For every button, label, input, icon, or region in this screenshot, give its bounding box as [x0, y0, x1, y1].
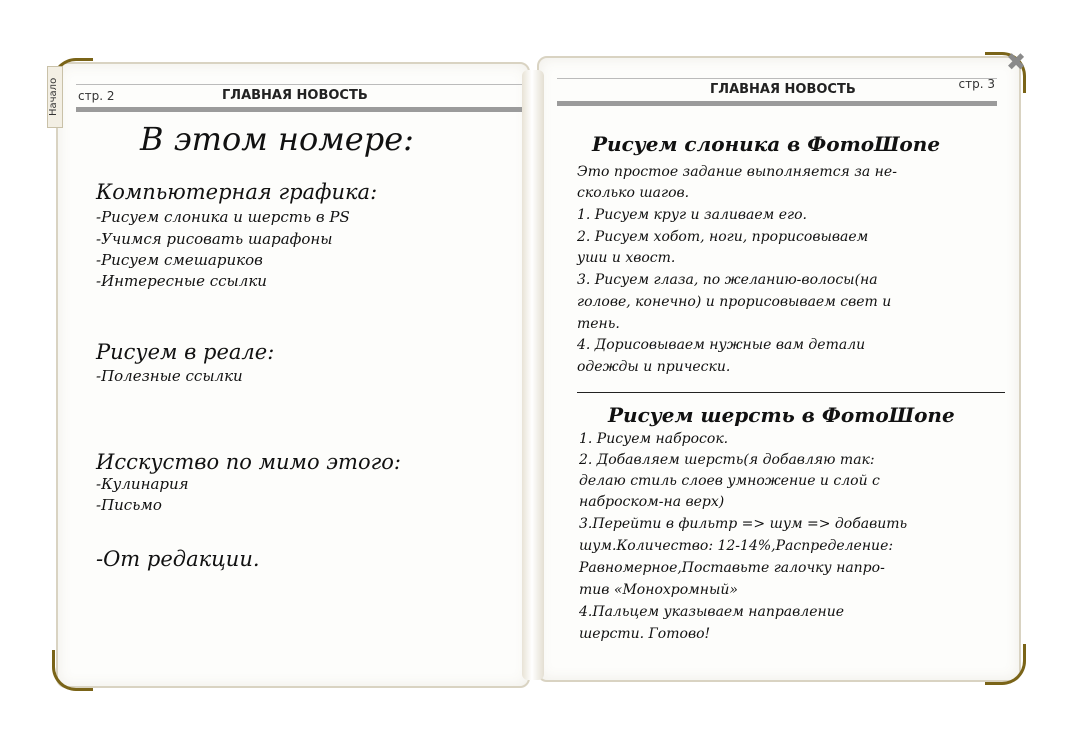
article-line: 1. Рисуем круг и заливаем его.: [577, 207, 807, 223]
article-line: 2. Рисуем хобот, ноги, прорисовываем: [577, 229, 869, 245]
book-spine: [522, 70, 544, 680]
article-line: тень.: [577, 316, 620, 332]
list-item: -Рисуем смешариков: [96, 251, 263, 269]
section-heading: Исскуство по мимо этого:: [96, 450, 401, 474]
list-item: -Интересные ссылки: [96, 272, 267, 290]
article-line: шерсти. Готово!: [579, 626, 711, 642]
corner-ornament-icon: [985, 644, 1026, 685]
article-line: наброском-на верх): [579, 494, 725, 510]
page-title: В этом номере:: [140, 120, 414, 158]
page-number: стр. 3: [958, 77, 995, 91]
list-item: -Учимся рисовать шарафоны: [96, 230, 333, 248]
article-line: 4. Дорисовываем нужные вам детали: [577, 337, 866, 353]
article-line: Это простое задание выполняется за не-: [577, 164, 897, 180]
list-item: -Письмо: [96, 496, 162, 514]
list-item: -Полезные ссылки: [96, 367, 243, 385]
section-heading: -От редакции.: [96, 547, 260, 571]
article-line: 1. Рисуем набросок.: [579, 431, 729, 447]
article-line: сколько шагов.: [577, 185, 690, 201]
list-item: -Рисуем слоника и шерсть в PS: [96, 208, 350, 226]
article-line: 3.Перейти в фильтр => шум => добавить: [579, 516, 908, 532]
page-number: стр. 2: [78, 89, 115, 103]
article-line: Равномерное,Поставьте галочку напро-: [579, 560, 885, 576]
list-item: -Кулинария: [96, 475, 189, 493]
article-line: 3. Рисуем глаза, по желанию-волосы(на: [577, 272, 878, 288]
article-line: 4.Пальцем указываем направление: [579, 604, 845, 620]
section-heading: Рисуем в реале:: [96, 340, 275, 364]
article-line: одежды и прически.: [577, 359, 731, 375]
section-heading: Компьютерная графика:: [96, 180, 378, 204]
article-line: тив «Монохромный»: [579, 582, 738, 598]
article-line: уши и хвост.: [577, 250, 676, 266]
article-line: голове, конечно) и прорисовываем свет и: [577, 294, 892, 310]
left-page-header: [76, 84, 522, 112]
right-page-header: [557, 78, 997, 106]
article-line: 2. Добавляем шерсть(я добавляю так:: [579, 452, 875, 468]
close-icon[interactable]: ✖: [1005, 48, 1027, 76]
article-heading: Рисуем слоника в ФотоШопе: [592, 132, 941, 156]
side-tab-start[interactable]: Начало: [47, 66, 63, 128]
article-divider: [577, 392, 1005, 393]
article-heading: Рисуем шерсть в ФотоШопе: [608, 403, 955, 427]
article-line: делаю стиль слоев умножение и слой с: [579, 473, 880, 489]
header-title: ГЛАВНАЯ НОВОСТЬ: [222, 88, 368, 103]
article-line: шум.Количество: 12-14%,Распределение:: [579, 538, 894, 554]
header-title: ГЛАВНАЯ НОВОСТЬ: [710, 82, 856, 97]
